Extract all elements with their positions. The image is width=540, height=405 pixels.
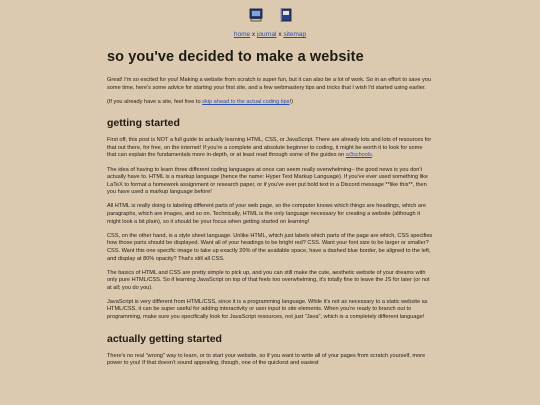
home-computer-icon[interactable] xyxy=(249,8,263,22)
top-nav xyxy=(0,31,540,38)
paragraph: JavaScript is very different from HTML/CSS, since it is a programming language. While it's not as necessary to a static website as HTML/CSS, it can be super useful for adding interactivity or user input to site elements. When you're ready to branch out to programming, make sure you specifically look for JavaScript resources, not just "Java", which is a completely different language! xyxy=(107,298,428,321)
article xyxy=(107,46,433,374)
paragraph-text-end: . xyxy=(371,152,374,159)
nav-separator: x xyxy=(278,31,282,38)
skip-text-after: !) xyxy=(289,98,293,105)
nav-sitemap-link[interactable]: sitemap xyxy=(283,31,307,38)
notebook-icon[interactable] xyxy=(279,8,293,22)
paragraph: CSS, on the other hand, is a style sheet language. Unlike HTML, which just labels which parts of the page are which, CSS specifies how those parts should be displayed. Want all of your headings to be bright red? CSS. Want your font size to be larger or smaller? CSS. Want this one specific image to take up exactly 20% of the available space, have a dashed blue border, be aligned to the left, and display at 80% opacity? That's still all CSS. xyxy=(107,232,433,262)
nav-separator: x xyxy=(251,31,256,38)
nav-home-link[interactable]: home xyxy=(233,31,251,38)
paragraph: The idea of having to learn three different coding languages at once can seem really overwhelming– the good news is you don't actually have to. HTML is a markup language (hence the name: Hyper Text Markup Language). If you've ever used something like LaTeX to format a homework assignment or research paper, or if you've ever put bold text in a Discord message **like this**, then you have used a markup language before! xyxy=(107,166,429,196)
paragraph: The basics of HTML and CSS are pretty simple to pick up, and you can still make the cute, aesthetic website of your dreams with only pure HTML/CSS. So if learning JavaScript on top of that feels too overwhelming, it's totally fine to leave the JS for later (or not at all; you do you). xyxy=(107,269,430,291)
intro-skip-paragraph xyxy=(107,99,433,107)
nav-journal-link[interactable]: journal xyxy=(256,31,277,38)
paragraph-text: First off, this post is NOT a full guide to actually learning HTML, CSS, or JavaScript. There are already lots and lots of resources for that out there, for free, on the internet! If you're a complete and absolute beginner to coding, it might be worth it to look for some that can explain the fundamentals more in-depth, or at least read through some of the guides on xyxy=(107,137,432,159)
header-icons xyxy=(0,8,540,28)
section-heading-getting-started: getting started xyxy=(107,117,180,130)
skip-text-before: (If you already have a site, feel free to xyxy=(107,98,203,105)
paragraph: All HTML is really doing is labeling different parts of your web page, so the computer knows which things are headings, which are paragraphs, which are images, and so on. Technically, HTML is the only language necessary for creating a website (although it might look a bit plain), so it should be your focus when getting started on learning! xyxy=(107,203,427,225)
section-heading-actually-getting-started: actually getting started xyxy=(107,332,222,345)
paragraph xyxy=(107,137,433,160)
paragraph: There's no real "wrong" way to learn, or to start your website, so if you want to write all of your pages from scratch yourself, more power to you! If that doesn't sound appealing, though, one of the quickest and easiest xyxy=(107,352,426,367)
skip-ahead-link[interactable]: skip ahead to the actual coding tips xyxy=(202,98,290,105)
intro-paragraph: Great! I'm so excited for you! Making a website from scratch is super fun, but it can also be a lot of work. So in an effort to save you some time, here's some advice for starting your first site, and a few webmastery tips and tricks that I wish I'd started using earlier. xyxy=(107,77,432,91)
page-title: so you've decided to make a website xyxy=(107,49,364,65)
w3schools-link[interactable]: w3schools xyxy=(345,152,372,159)
